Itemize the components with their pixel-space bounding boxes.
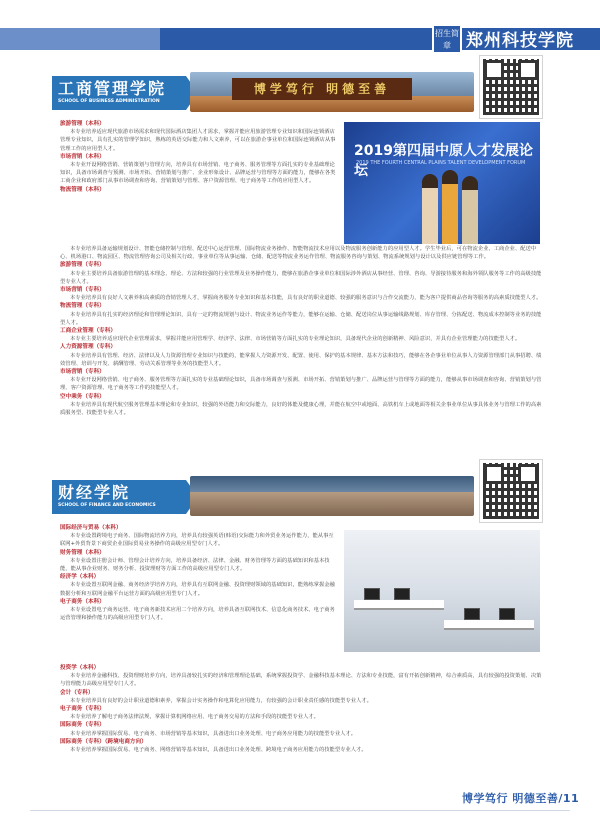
major-title: 市场营销（专科）	[60, 369, 105, 376]
qr-code-icon	[480, 56, 542, 118]
major-desc: 本专业培养具备运输规划设计、智能仓储控制与管理、配送中心运营管理、国际物流业务操作、智能物流技术应用以及物流服务创新能力的应用型人才。学生毕业后，可在物流企业、工商企业、配送中心、机场港口、物流园区、物流管理咨询公司及相关行政、事业单位等从事运输、仓储、配送等物流业务运作管理、物流服务咨询与策划、物流系统规划与设计以及供应链管理等工作。	[60, 246, 537, 261]
major-desc: 本专业主要培养适应现代企业管理需求，掌握并能应用管理学、经济学、法律、市场营销等方面扎实的专业理论知识，具备现代企业的创新精神、风险意识，并具有企业管理能力的技能型人才。	[70, 336, 521, 343]
monitor-icon	[464, 608, 480, 620]
lab-desk	[444, 620, 534, 630]
person-figure	[462, 176, 478, 244]
major-title: 市场营销（本科）	[60, 153, 105, 160]
major-title: 旅游管理（专科）	[60, 262, 105, 269]
section-subtitle-text: SCHOOL OF FINANCE AND ECONOMICS	[58, 503, 156, 508]
major-title: 人力资源管理（专科）	[60, 344, 116, 351]
section-title-finance	[52, 480, 186, 514]
major-desc: 本专业开设网络营销、营销策划与管理方向，培养具有市场营销、电子商务、服务管理等方面扎实的专业基础理论知识，具备市场调查与预测、市场开拓、营销策划与推广、企业形象设计、品牌运营与管理等方面的能力，能够在各类工商企业和政府部门从事市场调查和咨询、营销策划与管理、客户资源管理、电子商务等工作的应用型人才。	[60, 162, 336, 185]
major-desc: 本专业主要培养具备旅游管理的基本理念、理论、方法和较强的行业管理及业务操作能力，能够在旅游企事业单位和国际涉外酒店从事经营、管理、咨询、导游接待服务和海外领队服务等工作的高级技能型专业人才。	[60, 270, 542, 285]
monitor-icon	[499, 608, 515, 620]
major-title: 工商企业管理（专科）	[60, 328, 116, 335]
computer-lab-photo	[344, 530, 540, 652]
major-title: 国际经济与贸易（本科）	[60, 525, 122, 531]
major-title: 电子商务（专科）	[60, 706, 105, 713]
major-desc: 本专业培养具有管理、经济、法律以及人力资源管理专业知识与技能的，能掌握人力资源开发、配置、使用、保护的基本规律、基本方法和技巧，能够在各企事业单位从事人力资源管理部门从事招聘、绩效管理、培训与开发、薪酬管理、劳动关系管理等业务的技能型人才。	[60, 352, 542, 367]
recruitment-logo: 招生简章	[432, 24, 462, 54]
major-title: 投资学（本科）	[60, 665, 100, 671]
major-title: 物流管理（本科）	[60, 186, 105, 193]
lab-desk	[354, 600, 444, 610]
major-title: 会计（专科）	[60, 689, 94, 696]
major-title: 市场营销（专科）	[60, 287, 105, 294]
qr-code-icon	[480, 460, 542, 522]
major-desc: 本专业设置互联网金融、商务经济学培养方向，培养具有互联网金融、投资理财领域的基础知识，能熟练掌握金融数据分析和互联网金融平台运营方面的高级应用型专门人才。	[60, 582, 335, 597]
forum-event-photo	[344, 122, 540, 244]
section-title-text: 工商管理学院	[58, 79, 167, 98]
major-desc: 本专业设置电子商务运营、电子商务新技术应用二个培养方向，培养具备互联网技术、信息化商务技术、电子商务运营管理和操作能力的高级应用型专门人才。	[60, 607, 335, 622]
major-desc: 本专业培养掌握国际贸易、电子商务、网络营销等基本知识，具备进出口业务处理、跨境电子商务应用能力的技能型专业人才。	[70, 747, 367, 754]
major-title: 国际商务（专科）（跨境电商方向）	[60, 738, 147, 745]
monitor-icon	[394, 588, 410, 600]
major-desc: 本专业开设网络营销、电子商务、服务管理等方面扎实的专业基础理论知识，具备市场调查与预测、市场开拓、营销策划与推广、品牌运营与管理等方面的能力，能够从事市场调查和咨询、营销策划与管理、客户资源管理、电子商务等工作的技能型人才。	[60, 377, 542, 392]
finance-majors-full	[60, 664, 545, 754]
section-title-text: 财经学院	[58, 483, 131, 502]
section-subtitle-text: SCHOOL OF BUSINESS ADMINISTRATION	[58, 99, 160, 104]
major-title: 国际商务（专科）	[60, 722, 105, 729]
major-desc: 本专业设置注册会计师、管理会计培养方向，培养具备经济、法律、金融、财务管理等方面的基础知识和基本技能，能从事企业财务、财务分析、投资理财等方面工作的高级应用型专门人才。	[60, 557, 330, 573]
major-desc: 本专业培养具有扎实的经济理论和管理理论知识，具有一定的物流规划与设计、物流业务运作等能力，能够在运输、仓储、配送岗位从事运输线路规划、库存管理、分拣配送、物流成本控制等业务的技能型人才。	[60, 311, 542, 326]
footer-divider	[30, 810, 570, 811]
major-title: 旅游管理（本科）	[60, 121, 105, 127]
major-title: 空中乘务（专科）	[60, 393, 105, 400]
majors-block-full	[60, 245, 545, 417]
majors-block-top	[60, 120, 340, 194]
person-figure	[422, 174, 438, 244]
major-title: 经济学（本科）	[60, 574, 100, 581]
major-desc: 本专业培养金融科技、投资理财培养方向，培养具备较扎实的经济和管理理论基础，系统掌握投资学、金融科技基本理论、方法和专业技能，富有开拓创新精神，综合素质高，具有较强的投资策划、决策与管理能力高级应用型专门人才。	[60, 673, 542, 688]
forum-subtitle: 2019 THE FOURTH CENTRAL PLAINS TALENT DEVELOPMENT FORUM	[356, 160, 526, 166]
school-name: 郑州科技学院	[466, 31, 574, 51]
major-title: 物流管理（专科）	[60, 303, 105, 310]
campus-sign-photo	[190, 72, 474, 112]
meeting-photo	[190, 476, 474, 516]
major-desc: 本专业设置跨境电子商务、国际物流培养方向，培养具有较强英语(韩语)交际能力和外贸业务运作能力，能从事互联网+外贸背景下商贸企业国际贸易业务操作的高级应用型专门人才。	[60, 533, 334, 548]
major-desc: 本专业培养掌握国际贸易、电子商务、市场营销等基本知识，具备进出口业务处理、电子商务应用能力的技能型专业人才。	[70, 730, 357, 737]
major-title: 财务管理（本科）	[60, 549, 105, 556]
major-desc: 本专业培养了解电子商务法律法规，掌握计算机网络应用、电子商务交易的方法和手段的技能型专业人才。	[70, 714, 319, 721]
campus-sign-text: 博学笃行 明德至善	[232, 78, 412, 100]
footer-slogan: 博学笃行 明德至善/11	[462, 792, 580, 805]
major-desc: 本专业培养具有现代航空服务管理基本理论和专业知识，较强的外语能力和交际能力，良好的体能及健康心理，并能在航空中或地面、高铁机车上或地面等相关企事业单位从事具体业务与管理工作的高素质服务型、技能型专业人才。	[60, 401, 542, 417]
major-title: 电子商务（本科）	[60, 598, 105, 605]
monitor-icon	[364, 588, 380, 600]
major-desc: 本专业培养具有良好人文素养和高素质的营销管理人才，掌握商务服务专业知识和基本技能，具有良好的职业道德、较强的服务意识与合作交流能力，能为客户提供商品咨询等服务的高素质技能型人才。	[70, 295, 542, 302]
finance-majors-top	[60, 524, 338, 622]
section-title-business	[52, 76, 186, 110]
major-desc: 本专业培养具有良好的会计职业道德和素养，掌握会计实务操作和电算化应用能力，有较强的会计职业责任感的技能型专业人才。	[70, 697, 372, 704]
person-figure	[442, 170, 458, 244]
header-band-accent	[0, 28, 160, 50]
major-desc: 本专业培养适应现代旅游市场需求和现代国际酒店集团人才需求，掌握并能应用旅游管理专业知识和国际连锁酒店管理专业知识，具有扎实的管理学知识，熟练的英语交际能力和人文素养，可以在旅游企事业单位和国际连锁酒店从事管理工作的应用型人才。	[60, 129, 336, 152]
forum-title: 2019第四届中原人才发展论坛	[354, 143, 533, 179]
